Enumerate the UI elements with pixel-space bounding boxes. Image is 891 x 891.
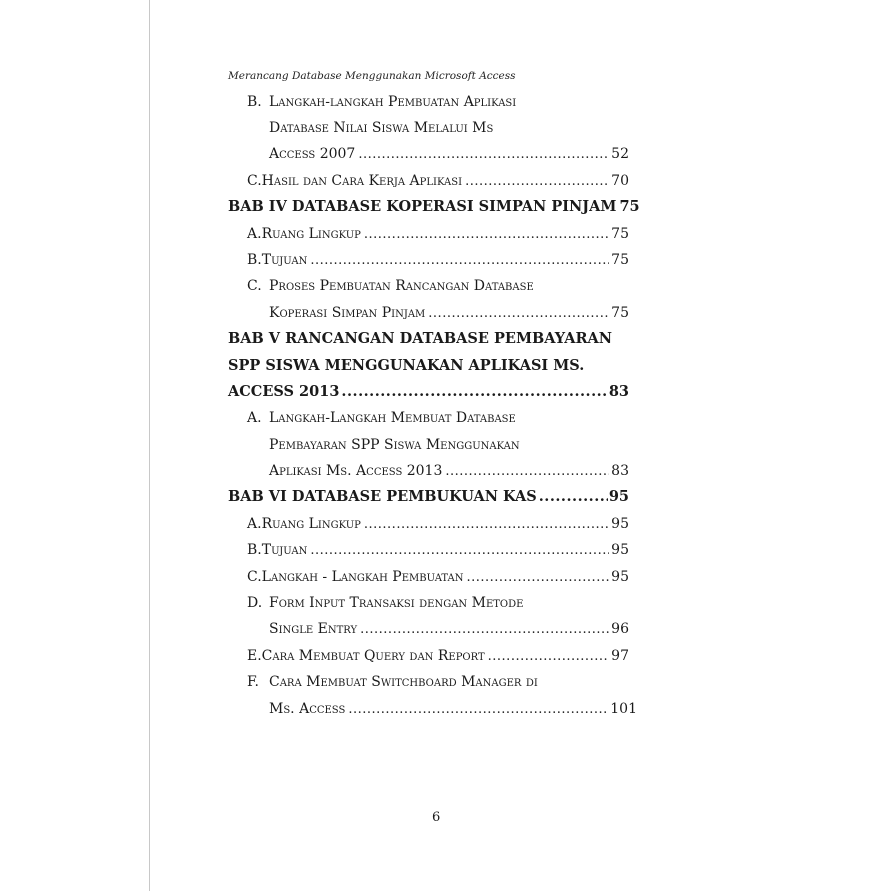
toc-entry-letter: C. [247,173,262,189]
toc-chapter-line [228,486,629,508]
toc-entry-text: Koperasi Simpan Pinjam [269,305,426,321]
toc-page-number: 70 [611,173,629,189]
dot-leader [488,646,610,668]
dot-leader [539,486,608,508]
toc-entry-text: Access 2007 [269,146,356,162]
toc-entry-text: Proses Pembuatan Rancangan Database [269,278,534,294]
toc-page-number: 95 [611,569,629,585]
toc-chapter-title: ACCESS 2013 [228,383,340,400]
dot-leader [364,514,609,536]
toc-entry-line [247,539,629,561]
page-number: 6 [432,810,441,825]
toc-page-number: 75 [611,305,629,321]
dot-leader [364,224,609,246]
toc-page-number: 96 [611,621,629,637]
toc-page-number: 83 [611,463,629,479]
dot-leader [465,171,609,193]
toc-entry-line [269,302,629,324]
dot-leader [310,250,609,272]
toc-entry-text: Ms. Access [269,701,346,717]
toc-page-number: 95 [611,516,629,532]
toc-page-number: 52 [611,146,629,162]
toc-page-number: 75 [611,252,629,268]
toc-chapter-title: BAB V RANCANGAN DATABASE PEMBAYARAN [228,330,613,347]
toc-entry-letter: F. [247,674,259,690]
toc-entry-text: Database Nilai Siswa Melalui Ms [269,120,494,136]
toc-entry-line [269,117,493,139]
toc-entry-letter: B. [247,94,262,110]
toc-entry-letter: C. [247,278,262,294]
toc-entry-line [269,434,520,456]
toc-chapter-title: SPP SISWA MENGGUNAKAN APLIKASI MS. [228,357,585,374]
toc-chapter-line [228,381,629,403]
toc-entry-text: Aplikasi Ms. Access 2013 [269,463,443,479]
toc-entry-line [247,223,629,245]
toc-entry-line [247,566,629,588]
toc-entry-line [247,407,516,429]
toc-entry-line [247,592,523,614]
toc-entry-letter: C. [247,569,262,585]
toc-chapter-title: BAB IV DATABASE KOPERASI SIMPAN PINJAM [228,198,617,215]
dot-leader [310,540,609,562]
toc-entry-text: Langkah-Langkah Membuat Database [269,410,516,426]
toc-entry-line [247,645,629,667]
toc-chapter-line [228,355,584,377]
dot-leader [358,144,609,166]
toc-entry-text: Tujuan [261,542,308,558]
toc-entry-letter: A. [247,410,262,426]
toc-page-number: 101 [610,701,637,717]
toc-entry-line [247,249,629,271]
toc-entry-line [247,91,516,113]
toc-entry-line [247,513,629,535]
toc-entry-text: Ruang Lingkup [261,516,361,532]
running-header: Merancang Database Menggunakan Microsoft Access [228,70,516,82]
dot-leader [445,461,609,483]
toc-entry-text: Form Input Transaksi dengan Metode [269,595,524,611]
toc-entry-text: Ruang Lingkup [261,226,361,242]
dot-leader [428,303,609,325]
toc-entry-letter: D. [247,595,263,611]
dot-leader [341,381,607,403]
toc-entry-text: Single Entry [269,621,358,637]
toc-entry-letter: B. [247,542,262,558]
toc-chapter-title: BAB VI DATABASE PEMBUKUAN KAS [228,488,537,505]
toc-entry-line [247,671,538,693]
toc-page-number: 75 [611,226,629,242]
toc-entry-line [247,170,629,192]
toc-page-number: 95 [608,488,629,505]
toc-entry-text: Pembayaran SPP Siswa Menggunakan [269,437,520,453]
toc-entry-text: Cara Membuat Switchboard Manager di [269,674,538,690]
toc-page-number: 95 [611,542,629,558]
toc-page-number: 97 [611,648,629,664]
toc-entry-line [269,460,629,482]
toc-entry-letter: A. [247,516,262,532]
toc-page-number: 75 [619,198,640,215]
toc-entry-line [247,275,534,297]
toc-entry-line [269,698,637,720]
toc-entry-text: Langkah - Langkah Pembuatan [261,569,464,585]
toc-entry-letter: A. [247,226,262,242]
toc-chapter-line [228,328,612,350]
toc-entry-letter: B. [247,252,262,268]
dot-leader [348,699,608,721]
dot-leader [360,619,609,641]
toc-chapter-line [228,196,640,218]
toc-entry-line [269,143,629,165]
toc-entry-text: Cara Membuat Query dan Report [261,648,485,664]
toc-page-number: 83 [608,383,629,400]
toc-entry-line [269,618,629,640]
toc-entry-text: Tujuan [261,252,308,268]
toc-entry-text: Langkah-langkah Pembuatan Aplikasi [269,94,517,110]
dot-leader [466,567,609,589]
toc-entry-letter: E. [247,648,262,664]
toc-entry-text: Hasil dan Cara Kerja Aplikasi [261,173,463,189]
